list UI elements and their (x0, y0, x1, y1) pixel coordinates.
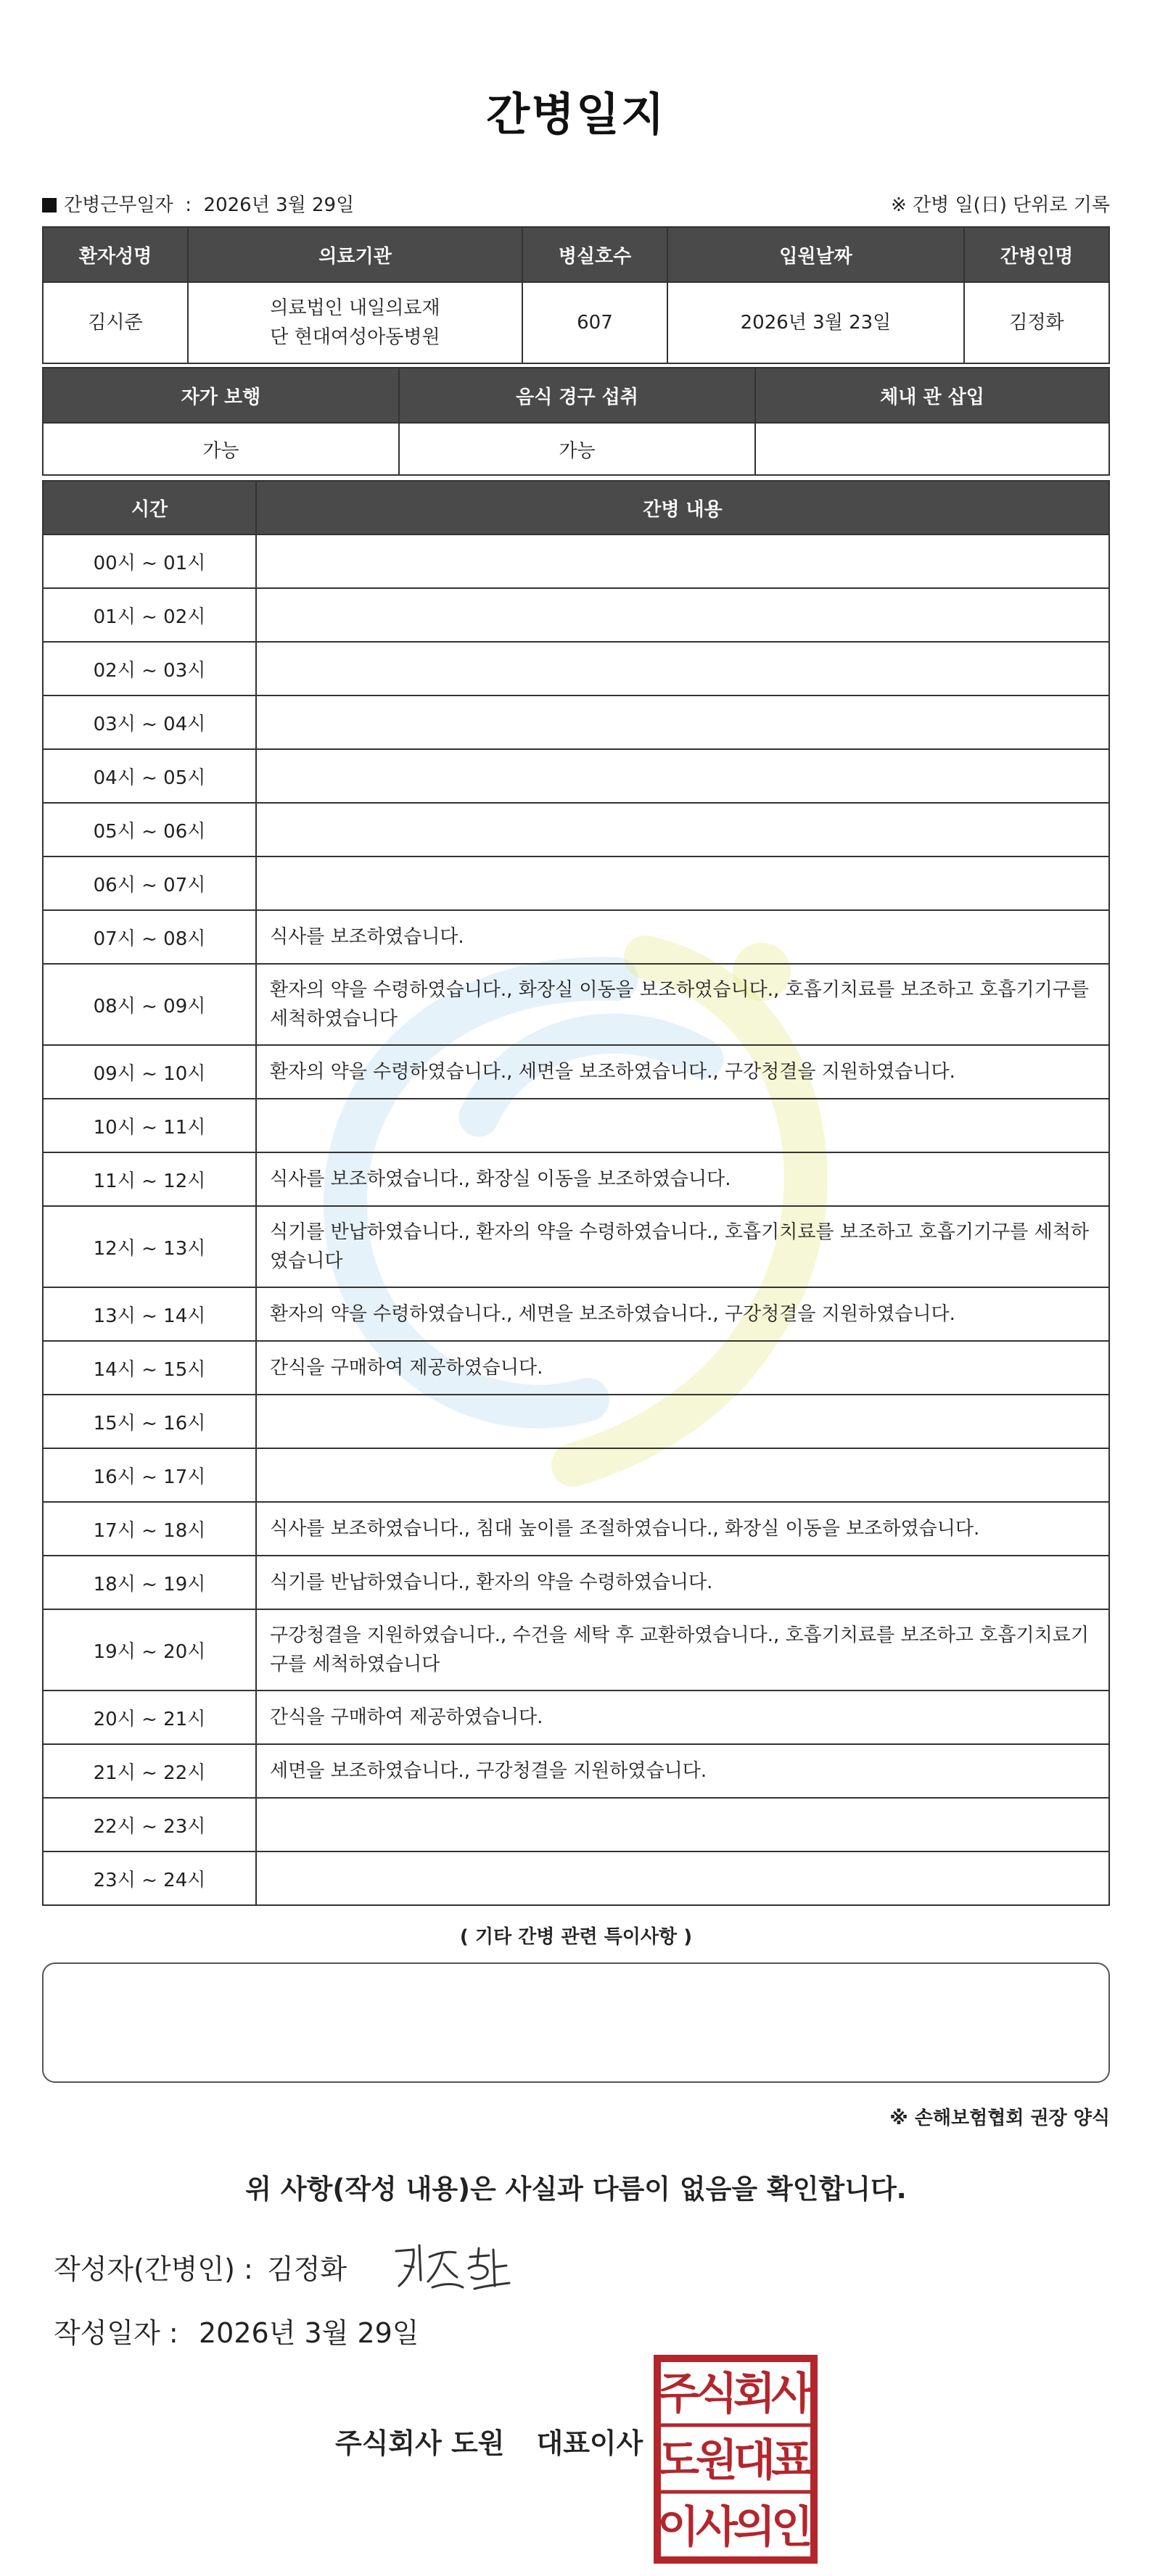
care-log-row (43, 1502, 1109, 1556)
care-log-row (43, 749, 1109, 803)
time-slot: 20시 ~ 21시 (43, 1690, 256, 1744)
care-content (256, 1099, 1109, 1152)
care-log-row (43, 588, 1109, 642)
care-content (256, 642, 1109, 695)
care-content: 식사를 보조하였습니다., 화장실 이동을 보조하였습니다. (256, 1152, 1109, 1206)
care-content (256, 695, 1109, 749)
care-date-row: 간병근무일자 : 2026년 3월 29일 ※ 간병 일(日) 단위로 기록 (42, 190, 1110, 216)
care-content: 세면을 보조하였습니다., 구강청결을 지원하였습니다. (256, 1744, 1109, 1798)
care-log-row (43, 1798, 1109, 1852)
svg-text:인: 인 (771, 2502, 813, 2553)
time-slot: 05시 ~ 06시 (43, 803, 256, 856)
care-content: 식기를 반납하였습니다., 환자의 약을 수령하였습니다., 호흡기치료를 보조하고 호흡기기구를 세척하였습니다 (256, 1206, 1109, 1287)
time-slot: 03시 ~ 04시 (43, 695, 256, 749)
care-content: 식사를 보조하였습니다. (256, 910, 1109, 964)
care-content (256, 856, 1109, 910)
care-log-row (43, 803, 1109, 856)
patient-info-header-row (43, 227, 1109, 282)
header-self-walking: 자가 보행 (43, 368, 399, 423)
care-log-row (43, 856, 1109, 910)
header-admission-date: 입원날짜 (667, 227, 964, 282)
svg-text:대: 대 (733, 2435, 775, 2486)
svg-text:표: 표 (771, 2435, 813, 2486)
self-walking-value: 가능 (43, 423, 399, 475)
svg-text:의: 의 (733, 2502, 775, 2553)
oral-intake-value: 가능 (399, 423, 755, 475)
admission-date: 2026년 3월 23일 (667, 282, 964, 363)
care-content (256, 803, 1109, 856)
company-signature-line (335, 2421, 659, 2461)
care-content: 환자의 약을 수령하였습니다., 세면을 보조하였습니다., 구강청결을 지원하였습니다. (256, 1045, 1109, 1099)
svg-text:사: 사 (696, 2502, 738, 2553)
header-caregiver: 간병인명 (964, 227, 1109, 282)
care-date-label: 간병근무일자 (64, 194, 173, 216)
time-slot: 19시 ~ 20시 (43, 1609, 256, 1690)
care-log-row (43, 534, 1109, 588)
patient-info-table (42, 226, 1110, 364)
time-slot: 16시 ~ 17시 (43, 1448, 256, 1502)
time-slot: 11시 ~ 12시 (43, 1152, 256, 1206)
write-date-label: 작성일자 : (54, 2317, 178, 2349)
page-title: 간병일지 (486, 88, 666, 141)
care-log-row (43, 1395, 1109, 1448)
recommended-form-note: ※ 손해보험협회 권장 양식 (889, 2108, 1110, 2129)
confirmation-statement: 위 사항(작성 내용)은 사실과 다름이 없음을 확인합니다. (245, 2174, 907, 2205)
patient-status-table (42, 367, 1110, 476)
time-slot: 01시 ~ 02시 (43, 588, 256, 642)
write-date-value: 2026년 3월 29일 (199, 2317, 419, 2349)
square-bullet-icon (42, 198, 57, 212)
patient-info-row (43, 282, 1109, 363)
time-slot: 22시 ~ 23시 (43, 1798, 256, 1852)
care-content (256, 1395, 1109, 1448)
writer-label: 작성자(간병인) : (54, 2253, 253, 2285)
time-slot: 15시 ~ 16시 (43, 1395, 256, 1448)
patient-name: 김시준 (43, 282, 188, 363)
time-slot: 13시 ~ 14시 (43, 1287, 256, 1341)
care-content: 환자의 약을 수령하였습니다., 세면을 보조하였습니다., 구강청결을 지원하였습니다. (256, 1287, 1109, 1341)
time-slot: 02시 ~ 03시 (43, 642, 256, 695)
writer-row (54, 2247, 347, 2287)
care-log-row (43, 1099, 1109, 1152)
care-log-row (43, 1152, 1109, 1206)
care-log-row (43, 1556, 1109, 1609)
care-log-row (43, 1287, 1109, 1341)
care-content (256, 534, 1109, 588)
header-tube-insertion: 체내 관 삽입 (755, 368, 1109, 423)
care-log-row (43, 1744, 1109, 1798)
care-content: 간식을 구매하여 제공하였습니다. (256, 1341, 1109, 1395)
ceo-title: 대표이사 (536, 2427, 643, 2459)
care-content: 환자의 약을 수령하였습니다., 화장실 이동을 보조하였습니다., 호흡기치료를 보조하고 호흡기기구를 세척하였습니다 (256, 964, 1109, 1045)
time-slot: 23시 ~ 24시 (43, 1852, 256, 1905)
care-content: 식사를 보조하였습니다., 침대 높이를 조절하였습니다., 화장실 이동을 보조하였습니다. (256, 1502, 1109, 1556)
header-oral-intake: 음식 경구 섭취 (399, 368, 755, 423)
time-slot: 07시 ~ 08시 (43, 910, 256, 964)
header-patient-name: 환자성명 (43, 227, 188, 282)
svg-text:원: 원 (696, 2435, 738, 2486)
header-care-content: 간병 내용 (256, 481, 1109, 534)
time-slot: 09시 ~ 10시 (43, 1045, 256, 1099)
care-log-row (43, 1341, 1109, 1395)
care-log-row (43, 1206, 1109, 1287)
care-log-row (43, 642, 1109, 695)
care-log-row (43, 910, 1109, 964)
svg-text:사: 사 (771, 2369, 813, 2419)
time-slot: 18시 ~ 19시 (43, 1556, 256, 1609)
daily-record-note: ※ 간병 일(日) 단위로 기록 (890, 194, 1110, 216)
special-notes-box (42, 1962, 1110, 2083)
svg-text:주: 주 (657, 2369, 699, 2419)
header-hospital: 의료기관 (188, 227, 522, 282)
care-content (256, 1852, 1109, 1905)
care-date-value: 2026년 3월 29일 (203, 194, 355, 216)
care-content: 식기를 반납하였습니다., 환자의 약을 수령하였습니다. (256, 1556, 1109, 1609)
time-slot: 08시 ~ 09시 (43, 964, 256, 1045)
care-log-row (43, 1690, 1109, 1744)
header-time: 시간 (43, 481, 256, 534)
svg-text:도: 도 (657, 2435, 699, 2486)
care-content (256, 1798, 1109, 1852)
care-log-row (43, 1609, 1109, 1690)
time-slot: 14시 ~ 15시 (43, 1341, 256, 1395)
care-log-table (42, 480, 1110, 1906)
header-room: 병실호수 (522, 227, 667, 282)
tube-insertion-value (755, 423, 1109, 475)
svg-text:이: 이 (657, 2502, 699, 2553)
care-log-row (43, 695, 1109, 749)
care-content: 구강청결을 지원하였습니다., 수건을 세탁 후 교환하였습니다., 호흡기치료를 보조하고 호흡기치료기구를 세척하였습니다 (256, 1609, 1109, 1690)
room-number: 607 (522, 282, 667, 363)
svg-text:식: 식 (696, 2369, 738, 2419)
time-slot: 12시 ~ 13시 (43, 1206, 256, 1287)
svg-text:회: 회 (733, 2369, 775, 2419)
caregiver-name: 김정화 (964, 282, 1109, 363)
handwritten-signature (389, 2235, 512, 2296)
hospital-name: 의료법인 내일의료재 단 현대여성아동병원 (188, 282, 522, 363)
write-date-row (54, 2311, 419, 2350)
care-content (256, 749, 1109, 803)
time-slot: 00시 ~ 01시 (43, 534, 256, 588)
care-log-row (43, 1852, 1109, 1905)
time-slot: 06시 ~ 07시 (43, 856, 256, 910)
time-slot: 04시 ~ 05시 (43, 749, 256, 803)
care-log-row (43, 1448, 1109, 1502)
patient-status-row (43, 423, 1109, 475)
company-name: 주식회사 도원 (335, 2427, 505, 2459)
patient-status-header-row (43, 368, 1109, 423)
company-seal-stamp (653, 2354, 818, 2564)
notes-title: ( 기타 간병 관련 특이사항 ) (459, 1926, 693, 1948)
time-slot: 10시 ~ 11시 (43, 1099, 256, 1152)
writer-name: 김정화 (267, 2253, 347, 2285)
care-content (256, 588, 1109, 642)
care-log-body (43, 534, 1109, 1905)
care-log-header-row (43, 481, 1109, 534)
time-slot: 21시 ~ 22시 (43, 1744, 256, 1798)
time-slot: 17시 ~ 18시 (43, 1502, 256, 1556)
care-content: 간식을 구매하여 제공하였습니다. (256, 1690, 1109, 1744)
care-log-row (43, 964, 1109, 1045)
care-log-row (43, 1045, 1109, 1099)
care-content (256, 1448, 1109, 1502)
